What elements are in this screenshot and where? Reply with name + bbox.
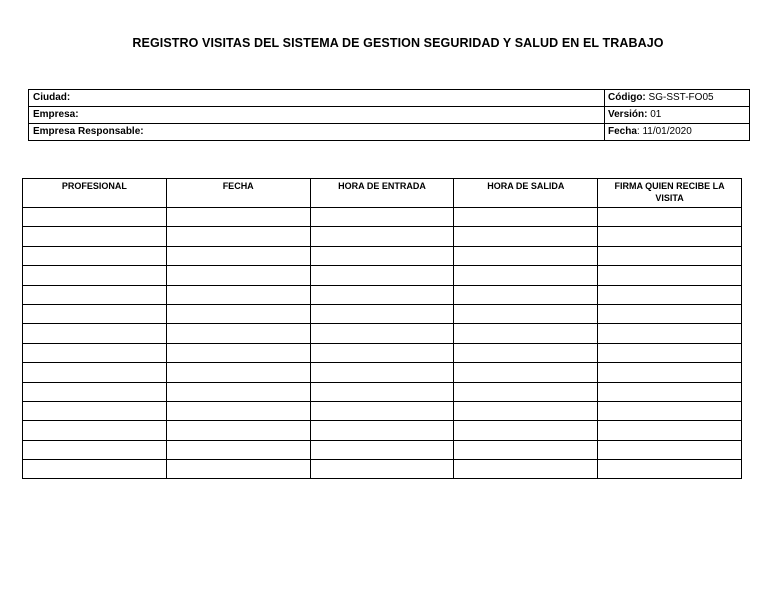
table-cell[interactable] bbox=[598, 382, 742, 401]
table-cell[interactable] bbox=[23, 304, 167, 323]
table-cell[interactable] bbox=[454, 401, 598, 420]
responsible-field[interactable] bbox=[29, 124, 605, 141]
table-cell[interactable] bbox=[23, 285, 167, 304]
company-label: Empresa: bbox=[33, 109, 79, 120]
visits-table bbox=[22, 178, 742, 479]
version-label: Versión: bbox=[608, 109, 648, 120]
table-cell[interactable] bbox=[23, 246, 167, 265]
table-cell[interactable] bbox=[310, 227, 454, 246]
column-header-firma: FIRMA QUIEN RECIBE LA VISITA bbox=[598, 179, 742, 208]
table-cell[interactable] bbox=[454, 266, 598, 285]
date-value: : 11/01/2020 bbox=[636, 126, 692, 137]
page-title: REGISTRO VISITAS DEL SISTEMA DE GESTION SEGURIDAD Y SALUD EN EL TRABAJO bbox=[132, 36, 664, 50]
code-cell bbox=[605, 90, 750, 107]
table-cell[interactable] bbox=[166, 382, 310, 401]
table-cell[interactable] bbox=[23, 382, 167, 401]
table-cell[interactable] bbox=[310, 246, 454, 265]
table-cell[interactable] bbox=[23, 363, 167, 382]
table-cell[interactable] bbox=[598, 227, 742, 246]
table-cell[interactable] bbox=[310, 266, 454, 285]
version-cell bbox=[605, 107, 750, 124]
table-cell[interactable] bbox=[310, 382, 454, 401]
table-cell[interactable] bbox=[166, 343, 310, 362]
info-row-responsible bbox=[29, 124, 750, 141]
version-value: 01 bbox=[650, 109, 662, 120]
column-header-profesional: PROFESIONAL bbox=[23, 179, 167, 208]
table-cell[interactable] bbox=[598, 208, 742, 227]
table-cell[interactable] bbox=[23, 421, 167, 440]
table-row bbox=[23, 363, 742, 382]
column-header-hora-entrada: HORA DE ENTRADA bbox=[310, 179, 454, 208]
table-cell[interactable] bbox=[310, 440, 454, 459]
table-cell[interactable] bbox=[598, 440, 742, 459]
table-cell[interactable] bbox=[310, 304, 454, 323]
table-cell[interactable] bbox=[23, 460, 167, 479]
table-row bbox=[23, 460, 742, 479]
table-cell[interactable] bbox=[166, 208, 310, 227]
date-cell bbox=[605, 124, 750, 141]
info-row-company bbox=[29, 107, 750, 124]
table-row bbox=[23, 285, 742, 304]
table-cell[interactable] bbox=[598, 246, 742, 265]
table-cell[interactable] bbox=[23, 227, 167, 246]
header-info-table bbox=[28, 89, 750, 141]
table-cell[interactable] bbox=[23, 343, 167, 362]
table-cell[interactable] bbox=[166, 266, 310, 285]
table-cell[interactable] bbox=[166, 285, 310, 304]
table-cell[interactable] bbox=[310, 208, 454, 227]
table-cell[interactable] bbox=[166, 246, 310, 265]
table-cell[interactable] bbox=[23, 266, 167, 285]
table-cell[interactable] bbox=[454, 285, 598, 304]
table-row bbox=[23, 266, 742, 285]
date-label: Fecha bbox=[608, 126, 637, 137]
visits-header-row bbox=[23, 179, 742, 208]
table-cell[interactable] bbox=[23, 440, 167, 459]
table-cell[interactable] bbox=[23, 208, 167, 227]
table-cell[interactable] bbox=[598, 285, 742, 304]
table-row bbox=[23, 440, 742, 459]
responsible-label: Empresa Responsable: bbox=[33, 126, 144, 137]
table-cell[interactable] bbox=[310, 343, 454, 362]
company-field[interactable] bbox=[29, 107, 605, 124]
table-cell[interactable] bbox=[454, 363, 598, 382]
info-row-city bbox=[29, 90, 750, 107]
column-header-fecha: FECHA bbox=[166, 179, 310, 208]
table-cell[interactable] bbox=[454, 460, 598, 479]
visits-table-body bbox=[23, 208, 742, 479]
table-row bbox=[23, 343, 742, 362]
table-cell[interactable] bbox=[310, 285, 454, 304]
table-cell[interactable] bbox=[454, 343, 598, 362]
table-cell[interactable] bbox=[166, 421, 310, 440]
table-cell[interactable] bbox=[166, 227, 310, 246]
code-label: Código: bbox=[608, 92, 646, 103]
table-row bbox=[23, 304, 742, 323]
table-cell[interactable] bbox=[23, 401, 167, 420]
table-cell[interactable] bbox=[598, 343, 742, 362]
table-cell[interactable] bbox=[598, 266, 742, 285]
city-field[interactable] bbox=[29, 90, 605, 107]
table-cell[interactable] bbox=[598, 363, 742, 382]
table-cell[interactable] bbox=[598, 324, 742, 343]
table-cell[interactable] bbox=[166, 324, 310, 343]
table-row bbox=[23, 246, 742, 265]
code-value: SG-SST-FO05 bbox=[648, 92, 714, 103]
table-cell[interactable] bbox=[166, 304, 310, 323]
table-cell[interactable] bbox=[310, 401, 454, 420]
table-cell[interactable] bbox=[310, 421, 454, 440]
table-row bbox=[23, 382, 742, 401]
table-row bbox=[23, 324, 742, 343]
table-cell[interactable] bbox=[598, 460, 742, 479]
table-cell[interactable] bbox=[454, 324, 598, 343]
table-cell[interactable] bbox=[454, 227, 598, 246]
table-cell[interactable] bbox=[454, 440, 598, 459]
table-row bbox=[23, 401, 742, 420]
table-cell[interactable] bbox=[166, 460, 310, 479]
table-row bbox=[23, 208, 742, 227]
city-label: Ciudad: bbox=[33, 92, 71, 103]
table-cell[interactable] bbox=[454, 382, 598, 401]
table-cell[interactable] bbox=[166, 440, 310, 459]
table-cell[interactable] bbox=[166, 363, 310, 382]
table-cell[interactable] bbox=[310, 324, 454, 343]
table-cell[interactable] bbox=[310, 363, 454, 382]
table-row bbox=[23, 227, 742, 246]
table-cell[interactable] bbox=[454, 421, 598, 440]
table-cell[interactable] bbox=[23, 324, 167, 343]
table-row bbox=[23, 421, 742, 440]
table-cell[interactable] bbox=[166, 401, 310, 420]
table-cell[interactable] bbox=[598, 401, 742, 420]
column-header-hora-salida: HORA DE SALIDA bbox=[454, 179, 598, 208]
table-cell[interactable] bbox=[454, 246, 598, 265]
table-cell[interactable] bbox=[598, 304, 742, 323]
table-cell[interactable] bbox=[454, 208, 598, 227]
table-cell[interactable] bbox=[598, 421, 742, 440]
table-cell[interactable] bbox=[310, 460, 454, 479]
table-cell[interactable] bbox=[454, 304, 598, 323]
